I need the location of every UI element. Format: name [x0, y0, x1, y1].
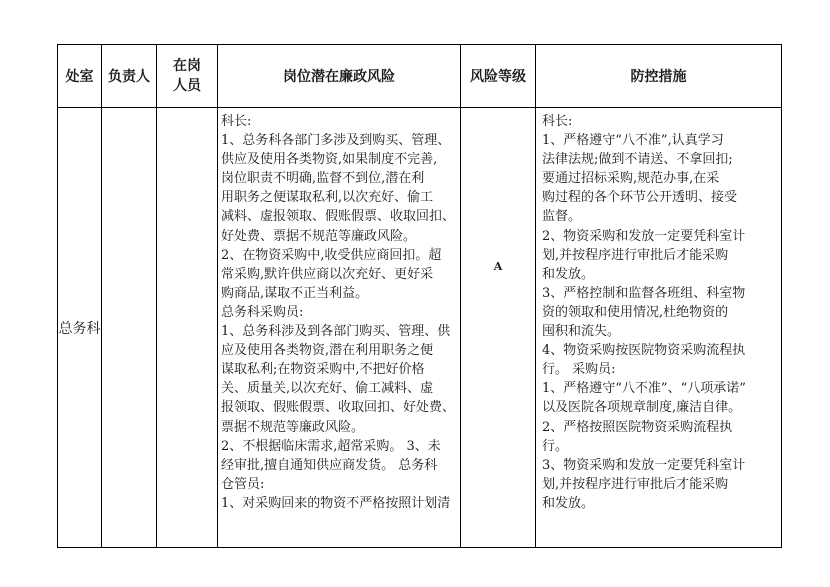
risk-table	[57, 44, 782, 548]
header-risk: 岗位潜在廉政风险	[218, 45, 461, 108]
table-row	[58, 108, 782, 548]
level-cell: A	[461, 108, 536, 548]
header-row	[58, 45, 782, 108]
dept-cell: 总务科	[58, 108, 102, 548]
staff-cell	[157, 108, 218, 548]
owner-cell	[102, 108, 157, 548]
measures-text: 科长: 1、严格遵守“八不准”,认真学习 法律法规;做到不请送、不拿回扣; 要通过招标采购,规范办事,在采 购过程的各个环节公开透明、接受 监督。 2、物资采购和发放一定要凭科室计 划,并按程序进行审批后才能采购 和发放。 3、严格控制和监督各班组、科室物 资的领取和使用情况,杜绝物资的 囤积和流失。 4、物资采购按医院物资采购流程执 行。 采购员: 1、严格遵守“八不准”、“八项承诺” 以及医院各项规章制度,廉洁自律。 2、严格按照医院物资采购流程执 行。 3、物资采购和发放一定要凭科室计 划,并按程序进行审批后才能采购 和发放。	[542, 114, 746, 511]
header-staff: 在岗 人员	[157, 45, 218, 108]
risk-cell	[218, 108, 461, 548]
risk-text: 科长: 1、总务科各部门多涉及到购买、管理、 供应及使用各类物资,如果制度不完善, 岗位职责不明确,监督不到位,潜在利 用职务之便谋取私利,以次充好、偷工 减料、虚报领取、假账假票、收取回扣、 好处费、票据不规范等廉政风险。 2、在物资采购中,收受供应商回扣。超 常采购,默许供应商以次充好、更好采 购商品,谋取不正当利益。 总务科采购员: 1、总务科涉及到各部门购买、管理、供 应及使用各类物资,潜在利用职务之便 谋取私利;在物资采购中,不把好价格 关、质量关,以次充好、偷工减料、虚 报领取、假账假票、收取回扣、好处费、 票据不规范等廉政风险。 2、不根据临床需求,超常采购。 3、未 经审批,擅自通知供应商发货。 总务科 仓管员: 1、对采购回来的物资不严格按照计划清	[221, 114, 456, 511]
header-dept: 处室	[58, 45, 102, 108]
header-measures: 防控措施	[536, 45, 782, 108]
measures-cell	[536, 108, 782, 548]
header-level: 风险等级	[461, 45, 536, 108]
header-owner: 负责人	[102, 45, 157, 108]
